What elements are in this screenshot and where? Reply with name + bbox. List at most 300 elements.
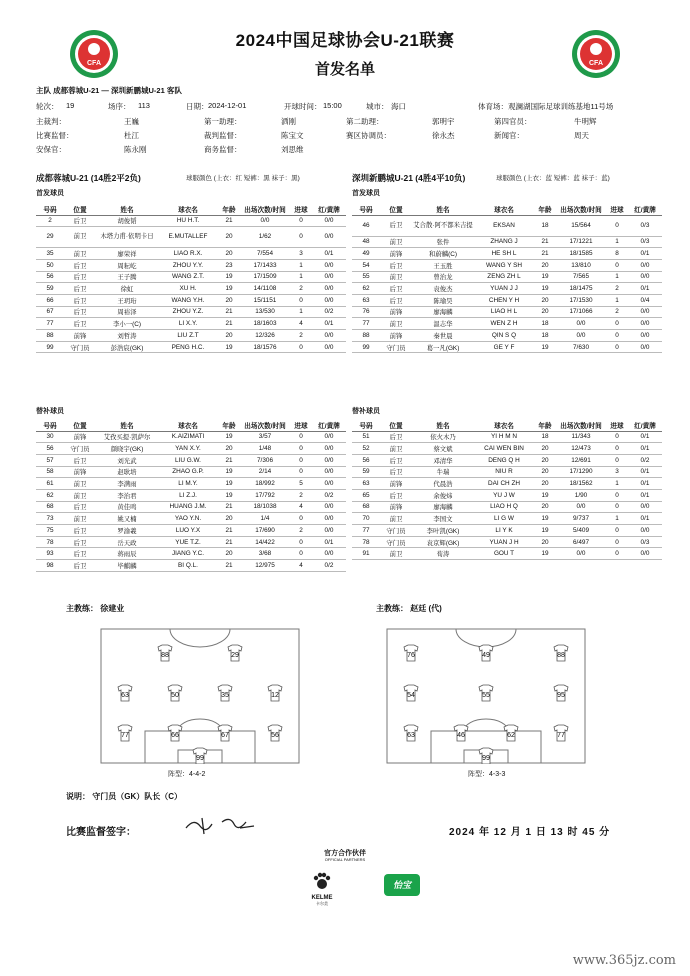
away-subs-table: [352, 419, 662, 560]
player-cell: 毕麒麟: [96, 560, 158, 572]
player-cell: BI Q.L.: [158, 560, 218, 572]
player-cell: 前卫: [64, 478, 96, 490]
player-row: [36, 341, 346, 353]
column-header: 姓名: [96, 203, 158, 215]
player-cell: 62: [36, 489, 64, 501]
player-row: [352, 283, 662, 295]
player-cell: 后卫: [380, 215, 412, 236]
player-cell: 77: [352, 318, 380, 330]
player-cell: 19: [218, 271, 240, 283]
player-row: [36, 548, 346, 560]
player-cell: 守门员: [380, 525, 412, 537]
column-header: 红/黄牌: [312, 419, 346, 431]
player-cell: 后卫: [380, 283, 412, 295]
player-cell: 0: [606, 259, 628, 271]
home-subs-table: [36, 419, 346, 572]
player-cell: 76: [352, 306, 380, 318]
player-cell: 35: [36, 248, 64, 260]
commissioner-label: 比赛监督：: [36, 131, 74, 140]
player-cell: 21: [218, 318, 240, 330]
watermark: www.365jz.com: [572, 953, 676, 968]
player-cell: 后卫: [64, 294, 96, 306]
jersey-number: 63: [407, 732, 415, 739]
player-cell: 3/68: [240, 548, 290, 560]
player-cell: 19: [534, 283, 556, 295]
table-header-row: [36, 203, 346, 215]
player-cell: 前锋: [64, 466, 96, 478]
player-cell: 18/1576: [240, 341, 290, 353]
player-cell: WANG Y SH: [474, 259, 534, 271]
player-row: [36, 318, 346, 330]
signature-image: [182, 814, 262, 838]
player-cell: 1: [606, 236, 628, 248]
player-cell: 23: [218, 259, 240, 271]
player-cell: 0/0: [312, 215, 346, 227]
player-cell: 20: [534, 478, 556, 490]
player-row: [352, 259, 662, 271]
player-cell: 4: [290, 560, 312, 572]
player-cell: 7/554: [240, 248, 290, 260]
player-cell: 0/0: [628, 548, 662, 560]
player-cell: ZHOU Y.Z.: [158, 306, 218, 318]
player-cell: 前卫: [380, 271, 412, 283]
player-cell: LIAO R.X.: [158, 248, 218, 260]
player-cell: 21: [534, 248, 556, 260]
player-row: [36, 248, 346, 260]
player-row: [36, 306, 346, 318]
player-cell: 后卫: [64, 306, 96, 318]
home-coach: 主教练： 徐建业: [66, 604, 125, 613]
player-cell: 前卫: [380, 443, 412, 455]
player-jersey: [404, 725, 418, 741]
column-header: 出场次数/时间: [556, 419, 606, 431]
home-team-title: 成都蓉城U-21 (14胜2平2负): [36, 173, 141, 183]
player-cell: YU J W: [474, 489, 534, 501]
home-subs-label: 替补球员: [36, 408, 64, 415]
player-cell: 88: [352, 330, 380, 342]
player-cell: 守门员: [380, 536, 412, 548]
player-cell: 4: [290, 318, 312, 330]
player-cell: 13/810: [556, 259, 606, 271]
player-cell: 前卫: [64, 489, 96, 501]
player-cell: 0/0: [628, 306, 662, 318]
player-cell: 0/0: [312, 227, 346, 248]
player-cell: 0/0: [312, 283, 346, 295]
player-cell: 后卫: [64, 215, 96, 227]
jersey-number: 67: [221, 732, 229, 739]
city-value: 海口: [391, 102, 406, 111]
pitch-boundary: [101, 629, 299, 763]
table-header-row: [36, 419, 346, 431]
player-cell: 牛瑞: [412, 466, 474, 478]
player-cell: 0: [290, 215, 312, 227]
player-cell: LIAO H Q: [474, 501, 534, 513]
player-jersey: [454, 725, 468, 741]
player-cell: LIU G.W.: [158, 454, 218, 466]
home-formation: 阵型：4-4-2: [168, 771, 206, 778]
player-cell: 0/0: [556, 330, 606, 342]
player-cell: 67: [36, 306, 64, 318]
player-cell: 12/326: [240, 330, 290, 342]
player-cell: 7/306: [240, 454, 290, 466]
player-row: [352, 466, 662, 478]
player-cell: 0/0: [312, 431, 346, 443]
player-cell: 0/1: [312, 318, 346, 330]
player-cell: 19: [218, 431, 240, 443]
match-info: [36, 84, 656, 97]
player-cell: 0/0: [628, 259, 662, 271]
column-header: 位置: [64, 203, 96, 215]
player-cell: 0/0: [312, 466, 346, 478]
player-cell: 袁京辉(GK): [412, 536, 474, 548]
player-cell: 63: [352, 478, 380, 490]
column-header: 年龄: [534, 203, 556, 215]
player-cell: 李国文: [412, 513, 474, 525]
jersey-number: 77: [557, 732, 565, 739]
player-cell: 颜晓宇(GK): [96, 443, 158, 455]
player-cell: 0/3: [628, 236, 662, 248]
player-cell: 0: [290, 548, 312, 560]
player-cell: 59: [36, 283, 64, 295]
player-row: [36, 489, 346, 501]
player-cell: 0/0: [312, 443, 346, 455]
player-cell: 前卫: [64, 513, 96, 525]
jersey-number: 62: [507, 732, 515, 739]
column-header: 进球: [606, 203, 628, 215]
player-row: [36, 215, 346, 227]
player-cell: ZENG ZH L: [474, 271, 534, 283]
player-row: [36, 536, 346, 548]
player-jersey: [504, 725, 518, 741]
player-cell: 徐虹: [96, 283, 158, 295]
player-cell: 0/0: [556, 548, 606, 560]
jersey-number: 54: [407, 692, 415, 699]
player-cell: 后卫: [380, 431, 412, 443]
player-cell: 0/3: [628, 536, 662, 548]
column-header: 球衣名: [474, 419, 534, 431]
player-cell: 前锋: [64, 330, 96, 342]
player-cell: YUAN J J: [474, 283, 534, 295]
player-jersey: [118, 685, 132, 701]
player-cell: 57: [36, 454, 64, 466]
player-cell: 艾合散·阿不都米吉提: [412, 215, 474, 236]
player-cell: 21: [218, 501, 240, 513]
coordinator-value: 徐永杰: [432, 131, 455, 140]
column-header: 姓名: [412, 203, 474, 215]
player-cell: 20: [534, 454, 556, 466]
player-cell: 20: [534, 294, 556, 306]
page-subtitle: 首发名单: [314, 61, 375, 78]
jersey-number: 76: [407, 652, 415, 659]
player-jersey: [193, 748, 207, 764]
column-header: 球衣名: [158, 419, 218, 431]
player-cell: NIU R: [474, 466, 534, 478]
jersey-number: 99: [482, 755, 490, 762]
player-cell: 前锋: [64, 431, 96, 443]
player-cell: 0/0: [312, 501, 346, 513]
player-cell: 75: [36, 525, 64, 537]
player-cell: 0: [606, 454, 628, 466]
jersey-number: 88: [557, 652, 565, 659]
player-jersey: [228, 645, 242, 661]
player-cell: 0/1: [628, 431, 662, 443]
player-cell: 姚又楠: [96, 513, 158, 525]
player-cell: ZHAO G.P.: [158, 466, 218, 478]
table-header-row: [352, 203, 662, 215]
player-cell: 62: [352, 283, 380, 295]
player-cell: 5/409: [556, 525, 606, 537]
player-cell: 55: [352, 271, 380, 283]
player-cell: 后卫: [380, 466, 412, 478]
player-cell: LIU Z.T: [158, 330, 218, 342]
player-cell: 1/4: [240, 513, 290, 525]
player-cell: 前锋: [380, 501, 412, 513]
column-header: 进球: [606, 419, 628, 431]
player-row: [352, 548, 662, 560]
player-cell: 18/1038: [240, 501, 290, 513]
player-cell: 前锋: [380, 248, 412, 260]
press-label: 新闻官：: [494, 131, 524, 140]
player-cell: 20: [218, 548, 240, 560]
player-jersey: [554, 685, 568, 701]
player-cell: 46: [352, 215, 380, 236]
player-row: [352, 271, 662, 283]
player-jersey: [158, 645, 172, 661]
column-header: 姓名: [96, 419, 158, 431]
player-row: [352, 525, 662, 537]
player-cell: 15/1151: [240, 294, 290, 306]
home-formation-pitch: [100, 628, 300, 764]
player-cell: 王玥珩: [96, 294, 158, 306]
player-cell: 11/343: [556, 431, 606, 443]
player-cell: 70: [352, 513, 380, 525]
venue-value: 观澜湖国际足球训练基地11号场: [508, 102, 614, 111]
player-cell: 1: [606, 271, 628, 283]
player-cell: QIN S Q: [474, 330, 534, 342]
player-cell: 21: [218, 215, 240, 227]
away-formation-pitch: [386, 628, 586, 764]
player-cell: 后卫: [380, 294, 412, 306]
player-cell: 54: [352, 259, 380, 271]
player-cell: 0: [606, 431, 628, 443]
player-cell: 2: [290, 525, 312, 537]
player-row: [352, 215, 662, 236]
player-cell: 0: [606, 443, 628, 455]
player-cell: 邓清华: [412, 454, 474, 466]
player-cell: 21: [218, 525, 240, 537]
player-cell: LI M.Y.: [158, 478, 218, 490]
player-cell: 21: [218, 560, 240, 572]
player-cell: 48: [352, 236, 380, 248]
player-cell: 77: [352, 525, 380, 537]
column-header: 年龄: [534, 419, 556, 431]
player-cell: 前锋: [380, 306, 412, 318]
player-cell: 18/1603: [240, 318, 290, 330]
player-cell: 0: [290, 454, 312, 466]
player-cell: 李小一(C): [96, 318, 158, 330]
player-jersey: [218, 725, 232, 741]
player-jersey: [268, 685, 282, 701]
press-value: 周天: [574, 131, 589, 140]
column-header: 号码: [352, 203, 380, 215]
column-header: 姓名: [412, 419, 474, 431]
player-cell: CHEN Y H: [474, 294, 534, 306]
column-header: 号码: [36, 203, 64, 215]
player-cell: 78: [352, 536, 380, 548]
column-header: 号码: [352, 419, 380, 431]
player-cell: 15/564: [556, 215, 606, 236]
player-cell: 3: [606, 466, 628, 478]
partner-title: 官方合作伙伴: [324, 850, 366, 857]
player-cell: 胡俊韬: [96, 215, 158, 227]
player-cell: 56: [36, 271, 64, 283]
player-row: [36, 478, 346, 490]
jersey-number: 63: [121, 692, 129, 699]
player-cell: 56: [352, 454, 380, 466]
player-cell: 18: [534, 431, 556, 443]
player-cell: WANG Z.T.: [158, 271, 218, 283]
player-cell: 余俊炜: [412, 489, 474, 501]
player-cell: 廖海麟: [412, 501, 474, 513]
column-header: 位置: [380, 203, 412, 215]
player-cell: 51: [352, 431, 380, 443]
player-cell: HE SH L: [474, 248, 534, 260]
player-cell: 0/1: [312, 536, 346, 548]
player-cell: 21: [534, 236, 556, 248]
player-cell: 0: [290, 294, 312, 306]
player-cell: 0/1: [628, 513, 662, 525]
player-cell: 18/1475: [556, 283, 606, 295]
jersey-number: 55: [482, 692, 490, 699]
player-row: [36, 431, 346, 443]
player-cell: 20: [218, 330, 240, 342]
player-cell: 前卫: [380, 318, 412, 330]
player-cell: 和蔚麟(C): [412, 248, 474, 260]
player-cell: GE Y F: [474, 341, 534, 353]
column-header: 球衣名: [158, 203, 218, 215]
player-cell: YI H M N: [474, 431, 534, 443]
player-cell: 0/0: [312, 513, 346, 525]
jersey-number: 46: [457, 732, 465, 739]
player-cell: 17/792: [240, 489, 290, 501]
player-cell: 周裕泽: [96, 306, 158, 318]
player-cell: XU H.: [158, 283, 218, 295]
player-cell: PENG H.C.: [158, 341, 218, 353]
player-cell: 17/1066: [556, 306, 606, 318]
date-label: 日期：: [186, 102, 209, 111]
player-cell: 17/1530: [556, 294, 606, 306]
ref-assessor-value: 陈宝文: [281, 131, 304, 140]
player-cell: 后卫: [380, 259, 412, 271]
player-cell: 后卫: [64, 259, 96, 271]
player-cell: 19: [218, 478, 240, 490]
player-cell: 1: [290, 306, 312, 318]
page-title: 2024中国足球协会U-21联赛: [235, 31, 455, 50]
player-cell: 0/0: [628, 341, 662, 353]
svg-text:CFA: CFA: [589, 60, 603, 67]
column-header: 位置: [380, 419, 412, 431]
player-cell: 98: [36, 560, 64, 572]
player-cell: 0: [606, 330, 628, 342]
player-row: [352, 306, 662, 318]
away-subs-label: 替补球员: [352, 408, 380, 415]
player-row: [36, 560, 346, 572]
player-row: [36, 330, 346, 342]
player-cell: YUAN J H: [474, 536, 534, 548]
player-cell: EKSAN: [474, 215, 534, 236]
jersey-number: 99: [196, 755, 204, 762]
jersey-number: 56: [271, 732, 279, 739]
player-cell: 0/0: [312, 454, 346, 466]
player-cell: 0: [290, 536, 312, 548]
player-cell: 17/690: [240, 525, 290, 537]
player-cell: 后卫: [64, 271, 96, 283]
player-jersey: [479, 645, 493, 661]
player-cell: 20: [218, 248, 240, 260]
player-cell: 0: [290, 227, 312, 248]
player-row: [36, 294, 346, 306]
commercial-value: 刘思维: [281, 145, 304, 154]
player-cell: ZHANG J: [474, 236, 534, 248]
round-label: 轮次：: [36, 102, 59, 111]
away-team-title: 深圳新鹏城U-21 (4胜4平10负): [352, 173, 466, 183]
jersey-number: 88: [161, 652, 169, 659]
player-cell: 20: [218, 227, 240, 248]
player-cell: 0: [290, 443, 312, 455]
fourth-value: 牛明辉: [574, 117, 597, 126]
player-cell: 后卫: [64, 525, 96, 537]
player-row: [352, 489, 662, 501]
player-cell: 温志华: [412, 318, 474, 330]
player-cell: DAI CH ZH: [474, 478, 534, 490]
player-row: [352, 330, 662, 342]
player-jersey: [479, 748, 493, 764]
player-cell: 0/2: [312, 489, 346, 501]
player-cell: 19: [534, 489, 556, 501]
player-cell: 周耘屹: [96, 259, 158, 271]
player-cell: 58: [36, 466, 64, 478]
player-cell: 李满雨: [96, 478, 158, 490]
player-cell: 77: [36, 318, 64, 330]
player-cell: 2: [290, 330, 312, 342]
player-cell: 73: [36, 513, 64, 525]
player-row: [352, 248, 662, 260]
player-cell: 20: [218, 443, 240, 455]
referee-value: 王巍: [124, 117, 139, 126]
player-cell: 12/473: [556, 443, 606, 455]
player-cell: 0/1: [628, 283, 662, 295]
player-cell: 91: [352, 548, 380, 560]
fourth-label: 第四官员：: [494, 117, 532, 126]
player-cell: 王子腾: [96, 271, 158, 283]
player-cell: 65: [352, 489, 380, 501]
player-cell: 后卫: [64, 454, 96, 466]
column-header: 出场次数/时间: [556, 203, 606, 215]
player-cell: 19: [218, 466, 240, 478]
table-header-row: [352, 419, 662, 431]
player-cell: 20: [534, 536, 556, 548]
player-cell: 20: [534, 259, 556, 271]
player-cell: 0/0: [312, 525, 346, 537]
player-cell: 30: [36, 431, 64, 443]
player-cell: 99: [352, 341, 380, 353]
player-cell: 20: [534, 306, 556, 318]
player-cell: 葛一凡(GK): [412, 341, 474, 353]
player-row: [352, 318, 662, 330]
player-cell: 59: [352, 466, 380, 478]
player-cell: 刘哲涛: [96, 330, 158, 342]
player-cell: 后卫: [64, 318, 96, 330]
